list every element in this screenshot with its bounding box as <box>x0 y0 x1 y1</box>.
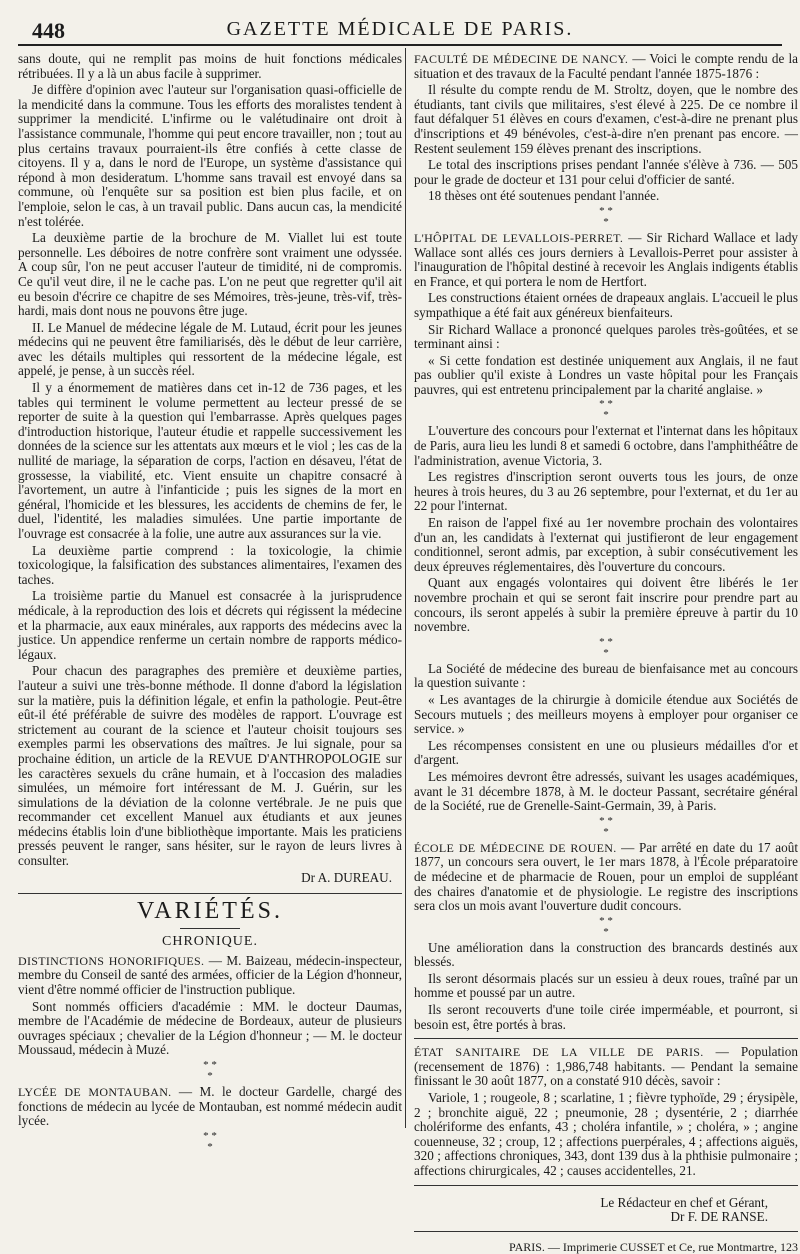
paragraph: « Si cette fondation est destinée uniquement aux Anglais, il ne faut pas oublier qu'il existe à Londres un vaste hôpital pour les Français pauvres, qui est entretenu principalement par la charité anglaise. » <box>414 352 798 397</box>
paragraph: Quant aux engagés volontaires qui doivent être libérés le 1er novembre prochain et qui se seront fait inscrire pour prendre part au concours, ils seront appelés à subir la première épreuve à partir du 10 novembre. <box>414 575 798 635</box>
news-item-text: — M. Baizeau, médecin-inspecteur, membre du Conseil de santé des armées, officier de la Légion d'honneur, vient d'être nommé officier de l'instruction publique. <box>18 952 403 998</box>
paragraph: Il y a énormement de matières dans cet in-12 de 736 pages, et les tables qui terminent le volume permettent au lecteur pressé de se reporter de suite à la question qui l'embarrasse. Après quelques pages d'introduction historique, l'auteur étudie et rappelle successivement les données de la science sur les attentats aux mœurs et le viol ; les cas de la nullité de mariage, la séparation de corps, l'action en désaveu, l'état de grossesse, la viabilité, etc. Vient ensuite un chapitre consacré à l'avortement, un autre à l'infanticide ; puis les signes de la mort en général, l'homicide et les blessures, les accidents de chemins de fer, le duel, l'identité, les maladies simulées. Une partie importante de l'ouvrage est consacrée à la folie, une autre aux assurances sur la vie. <box>18 380 402 541</box>
separator-asterisks: * * * <box>599 204 613 228</box>
separator-asterisks: * * * <box>599 635 613 659</box>
section-divider <box>414 1185 798 1186</box>
paragraph: Ils seront désormais placés sur un essieu à deux roues, traîné par un homme et poussé par un autre. <box>414 970 798 1001</box>
separator-asterisks: * * * <box>203 1059 217 1082</box>
news-item-label: FACULTÉ DE MÉDECINE DE NANCY. <box>414 52 629 66</box>
paragraph: Il résulte du compte rendu de M. Stroltz, doyen, que le nombre des étudiants, tant civils que militaires, s'est élevé à 225. De ce nombre il faut défalquer 51 élèves en cours d'examen, c'est-à-dire ne prenant plus d'inscriptions et 49 bénévoles, c'est-à-dire n'en prenant pas encore. — Restent seulement 159 élèves prenant des inscriptions. <box>414 82 798 156</box>
paragraph: L'ouverture des concours pour l'externat et l'internat dans les hôpitaux de Paris, aura lieu les lundi 8 et samedi 6 octobre, dans l'amphithéâtre de l'administration, avenue Victoria, 3. <box>414 423 798 468</box>
news-item-text: — Par arrêté en date du 17 août 1877, un concours sera ouvert, le 1er mars 1878, à l'École préparatoire de médecine et de pharmacie de Rouen, pour un emploi de suppléant des chaires d'anatomie et de physiologie. Le registre des inscriptions sera clos un mois avant l'ouverture dudit concours. <box>414 839 799 914</box>
paragraph: II. Le Manuel de médecine légale de M. Lutaud, écrit pour les jeunes médecins qui ne peuvent être familiarisés, dès le début de leur carrière, avec les détails multiples qui ressortent de la médecine légale, est appelé, je pense, à un succès réel. <box>18 319 402 379</box>
news-item-label: ÉCOLE DE MÉDECINE DE ROUEN. <box>414 840 617 855</box>
separator-asterisks: * * * <box>203 1129 217 1153</box>
news-item-text: — Voici le compte rendu de la situation et des travaux de la Faculté pendant l'année 1875-1876 : <box>414 51 798 81</box>
news-item-text: — Sir Richard Wallace et lady Wallace sont allés ces jours derniers à Levallois-Perret pour assister à l'inauguration de l'hôpital destiné à recevoir les Anglais indigents établis en France, et qui portera le nom de Hertfort. <box>414 229 799 289</box>
paragraph: Sir Richard Wallace a prononcé quelques paroles très-goûtées, et se terminant ainsi : <box>414 321 798 352</box>
news-item-label: DISTINCTIONS HONORIFIQUES. <box>18 953 205 968</box>
paragraph: Sont nommés officiers d'académie : MM. le docteur Daumas, membre de l'Académie de médecine de Bordeaux, auteur de plusieurs ouvrages spéciaux ; chevalier de la Légion d'honneur ; — M. le docteur Moussaud, médecin à Muzé. <box>18 998 402 1058</box>
paragraph: Les mémoires devront être adressés, suivant les usages académiques, avant le 31 décembre 1878, à M. le docteur Passant, secrétaire général de la Société, rue de Grenelle-Saint-Germain, 39, à Paris. <box>414 768 798 814</box>
separator-asterisks: * * * <box>599 398 613 422</box>
right-column <box>414 51 799 1254</box>
news-item-text: — Population (recensement de 1876) : 1,986,748 habitants. — Pendant la semaine finissant le 30 août 1877, on a constaté 910 décès, savoir : <box>414 1044 798 1089</box>
paragraph: Les constructions étaient ornées de drapeaux anglais. L'accueil le plus sympathique a été fait aux généreux bienfaiteurs. <box>414 290 798 320</box>
paragraph: Les récompenses consistent en une ou plusieurs médailles d'or et d'argent. <box>414 737 798 768</box>
news-item <box>18 1085 402 1129</box>
title-rule <box>180 928 240 929</box>
news-item <box>414 1045 798 1089</box>
subsection-title: CHRONIQUE. <box>162 934 258 950</box>
paragraph: La Société de médecine des bureau de bienfaisance met au concours la question suivante : <box>414 660 798 691</box>
paragraph: Variole, 1 ; rougeole, 8 ; scarlatine, 1 ; fièvre typhoïde, 29 ; érysipèle, 2 ; bronchite aiguë, 22 ; pneumonie, 28 ; dysentérie, 2 ; diarrhée cholériforme des enfants, 43 ; choléra infantile, » ; choléra, » ; angine couenneuse, 32 ; croup, 12 ; affections puerpérales, 4 ; affections aiguës, 320 ; affections chroniques, 343, dont 139 dus à la phthisie pulmonaire ; affections chirurgicales, 42 ; causes accidentelles, 21. <box>414 1090 798 1178</box>
news-item <box>414 841 798 914</box>
section-title: VARIÉTÉS. <box>18 893 402 924</box>
news-item <box>18 954 402 998</box>
news-item <box>414 231 798 289</box>
news-item-label: ÉTAT SANITAIRE DE LA VILLE DE PARIS. <box>414 1045 704 1060</box>
masthead-title: GAZETTE MÉDICALE DE PARIS. <box>226 17 574 40</box>
left-column <box>18 51 403 1153</box>
news-item-label: L'HÔPITAL DE LEVALLOIS-PERRET. <box>414 230 624 245</box>
editor-name: Dr F. DE RANSE. <box>670 1209 768 1225</box>
news-item <box>414 52 798 81</box>
paragraph: « Les avantages de la chirurgie à domicile étendue aux Sociétés de Secours mutuels ; des meilleurs moyens à employer pour organiser ce service. » <box>414 691 798 737</box>
separator-asterisks: * * * <box>599 914 613 938</box>
printer-imprint: PARIS. — Imprimerie CUSSET et Ce, rue Montmartre, 123 <box>509 1239 798 1254</box>
news-item-label: LYCÉE DE MONTAUBAN. <box>18 1085 172 1099</box>
paragraph: La deuxième partie comprend : la toxicologie, la chimie toxicologique, la falsification des substances alimentaires, l'examen des taches. <box>18 542 402 587</box>
paragraph: En raison de l'appel fixé au 1er novembre prochain des volontaires d'un an, les candidats à l'externat qui justifieront de leur engagement conditionnel, seront admis, par exception, à subir consécutivement les deux épreuves réglementaires, dès l'ouverture du concours. <box>414 515 798 574</box>
paragraph: Les registres d'inscription seront ouverts tous les jours, de onze heures à trois heures, du 3 au 26 septembre, pour l'externat, et du 1er au 22 pour l'internat. <box>414 469 798 514</box>
paragraph: Le total des inscriptions prises pendant l'année s'élève à 736. — 505 pour le grade de docteur et 131 pour celui d'officier de santé. <box>414 157 798 187</box>
author-signature: Dr A. DUREAU. <box>301 869 392 885</box>
section-divider <box>414 1038 798 1039</box>
editor-role: Le Rédacteur en chef et Gérant, <box>600 1194 768 1210</box>
paragraph: Une amélioration dans la construction des brancards destinés aux blessés. <box>414 939 798 970</box>
paragraph: Ils seront recouverts d'une toile cirée imperméable, et pourront, si besoin est, être portés à bras. <box>414 1002 798 1032</box>
paragraph: Pour chacun des paragraphes des première et deuxième parties, l'auteur a suivi une très-bonne méthode. Il donne d'abord la législation sur la matière, puis la définition légale, et enfin la pathologie. Peut-être eût-il été préférable de suivre des modèles de rapport. L'ouvrage est strictement au courant de la science et l'auteur choisit toujours ses exemples parmi les observations des maîtres. Je lui signale, pour sa prochaine édition, un article de la REVUE D'ANTHROPOLOGIE sur les caractères sexuels du crâne humain, et à l'occasion des maladies simulées, un mémoire fort intéressant de M. J. Guérin, sur les simulations de la déviation de la colonne vertébrale. Je ne puis que recommander cet excellent Manuel aux étudiants et aux jeunes médecins établis loin d'une bibliothèque importante. Mais les praticiens pressés peuvent le ranger, sans hésiter, sur le rayon de leurs livres à consulter. <box>18 663 402 869</box>
news-item-text: — M. le docteur Gardelle, chargé des fonctions de médecin au lycée de Montauban, est nommé médecin audit lycée. <box>18 1084 402 1129</box>
column-divider <box>405 48 406 1128</box>
paragraph: 18 thèses ont été soutenues pendant l'année. <box>428 188 660 204</box>
section-divider <box>414 1231 798 1232</box>
separator-asterisks: * * * <box>599 814 613 838</box>
editor-signature <box>414 1196 768 1225</box>
paragraph: La deuxième partie de la brochure de M. Viallet lui est toute personnelle. Les déboires de notre confrère sont vraiment une odyssée. A coup sûr, l'on ne peut accuser l'auteur de timidité, ni de compromis. Ce qu'il veut dire, il ne le cache pas. L'on ne peut que regretter qu'il ait eu besoin d'écrire ce chapitre de ses Mémoires, très-jeune, très-vif, très-hardi, mais dont nous ne pouvons être juge. <box>18 230 402 319</box>
page-number: 448 <box>32 18 65 43</box>
paragraph: La troisième partie du Manuel est consacrée à la jurisprudence médicale, à la reproduction des lois et décrets qui régissent la médecine et la pharmacie, aux eaux minérales, aux rapports des médecins avec la justice. Un appendice renferme un certain nombre de rapports médico-légaux. <box>18 588 402 662</box>
page-header <box>18 14 782 46</box>
paragraph: Je diffère d'opinion avec l'auteur sur l'organisation quasi-officielle de la mendicité dans la commune. Tous les efforts des moralistes tendent à supprimer la mendicité. L'infirme ou le valétudinaire ont droit à l'assistance communale, l'homme qui peut encore travailler, non ; tout au plus certains travaux pourraient-ils être confiés à cette classe de citoyens. Il y a, dans le nord de l'Europe, un système d'assistance qui répond à mon desideratum. L'homme sans travail est envoyé dans sa commune, où l'enquête sur sa position est bien plus facile, et on l'emploie, selon le cas, à un travail public. Dans aucun cas, la mendicité n'est tolérée. <box>18 82 402 229</box>
paragraph: sans doute, qui ne remplit pas moins de huit fonctions médicales rétribuées. Il y a là un abus facile à supprimer. <box>18 51 402 81</box>
